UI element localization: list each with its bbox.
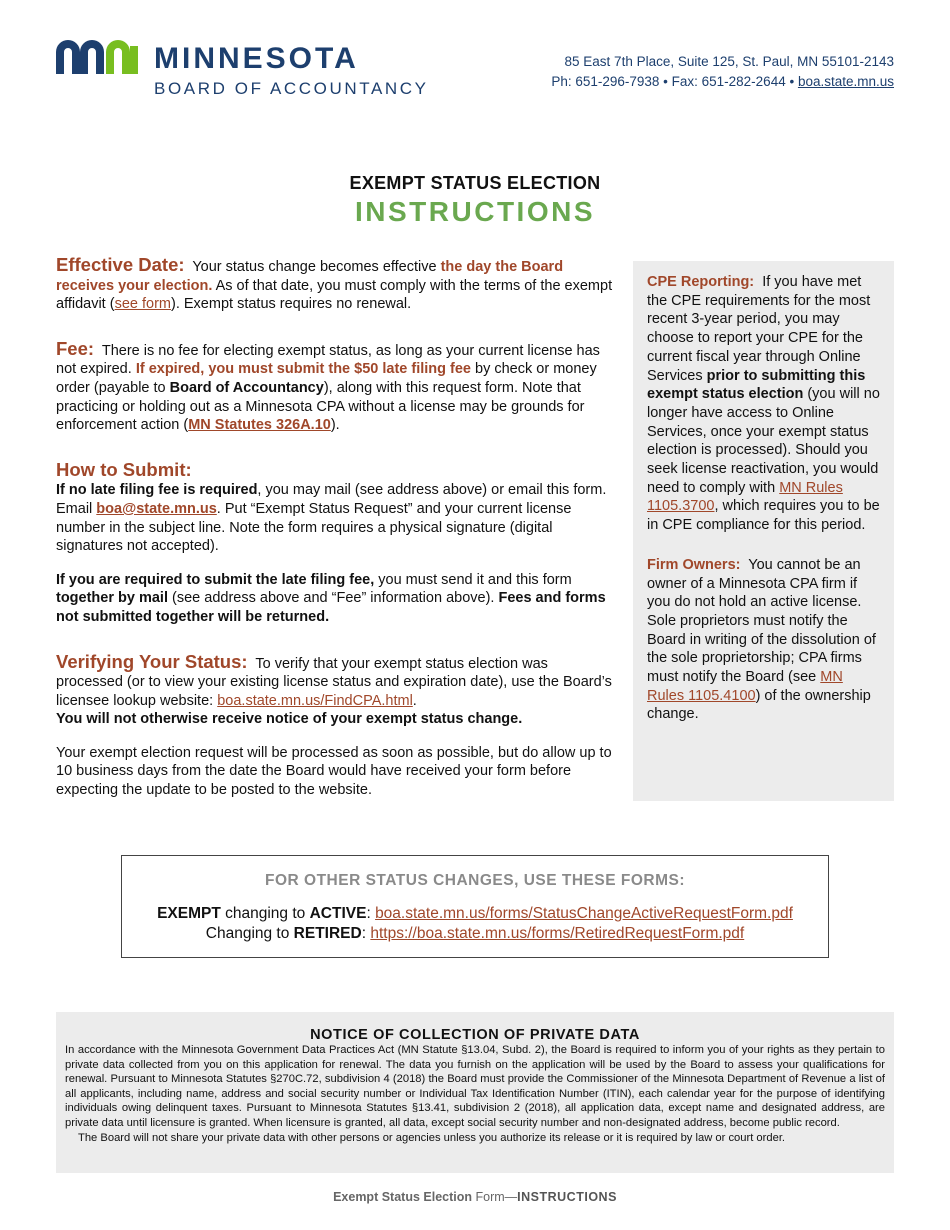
verify-text-2: . — [412, 692, 417, 709]
find-cpa-link[interactable]: boa.state.mn.us/FindCPA.html — [217, 692, 413, 709]
exempt-label: EXEMPT — [157, 905, 221, 922]
submit-bold-2: If you are required to submit the late filing fee, — [56, 571, 375, 588]
cpe-text-2: (you will no longer have access to Online Services, once your exempt status election is processed). Should you seek license reactivation, you would need to comply with — [647, 386, 880, 496]
verifying-status-section — [56, 650, 616, 729]
logo-subtitle: BOARD OF ACCOUNTANCY — [154, 79, 429, 98]
effective-bold: the day the Board receives your election. — [56, 259, 564, 294]
phone-fax-line — [551, 72, 894, 92]
retired-label: RETIRED — [293, 925, 362, 942]
minnesota-mn-logo-icon — [56, 38, 138, 74]
fee-text-4: ). — [330, 417, 340, 434]
effective-text-1: Your status change becomes effective — [192, 259, 441, 275]
other-forms-box — [121, 855, 829, 958]
mn-rules-3700-link[interactable]: MN Rules 1105.3700 — [647, 479, 843, 515]
fee-text-1: There is no fee for electing exempt status, as long as your current license has not expired. — [56, 342, 600, 378]
page-footer — [0, 1190, 950, 1204]
notice-body: In accordance with the Minnesota Government Data Practices Act (MN Statute §13.04, Subd. 2), the Board is required to inform you of your rights as they pertain to private data collected from you on this application for renewal. The data you furnish on the application will be used by the Board to assess your qualifications for renewal. Pursuant to Minnesota Statutes §270C.72, subdivision 4 (2018) the Board must provide the Commissioner of the Minnesota Department of Revenue a list of all applicants, including name, address and social security number or Individual Tax Identification Number (ITIN), each calendar year for the purpose of identifying individuals owing delinquent taxes. Pursuant to Minnesota Statutes §13.41, subdivision 2 (2018), all application data, except name and designated address, are private data until licensure is granted. When licensure is granted, all data, except social security number and non-designated address, become public record. — [65, 1044, 885, 1129]
firm-owners-section — [647, 556, 880, 724]
address: 85 East 7th Place, Suite 125, St. Paul, MN 55101-2143 — [564, 54, 894, 69]
footer-form-word: Form— — [472, 1190, 518, 1204]
contact-info — [551, 52, 894, 92]
processing-time-paragraph: Your exempt election request will be processed as soon as possible, but do allow up to 10 business days from the date the Board would have received your form before expecting the update to be posted to the website. — [56, 744, 612, 799]
retired-line-text-2: : — [361, 925, 371, 942]
logo-name: MINNESOTA — [154, 42, 359, 75]
retired-line-text-1: Changing to — [205, 925, 294, 942]
submit-text-2: . Put “Exempt Status Request” and your current license number in the subject line. Note the form requires a physical signature (digital signatures not accepted). — [56, 500, 572, 555]
private-data-notice — [56, 1012, 894, 1173]
submit-text-4: (see address above and “Fee” information above). — [168, 590, 499, 607]
fee-section — [56, 337, 616, 435]
fee-bold: If expired, you must submit the $50 late filing fee — [135, 361, 471, 378]
effective-date-section — [56, 256, 616, 314]
phone-fax: Ph: 651-296-7938 • Fax: 651-282-2644 • — [551, 74, 798, 89]
firm-owners-heading: Firm Owners: — [647, 556, 741, 573]
page-supertitle: EXEMPT STATUS ELECTION — [349, 173, 601, 193]
cpe-text-3: , which requires you to be in CPE compliance for this period. — [647, 498, 880, 534]
mn-statutes-link[interactable]: MN Statutes 326A.10 — [188, 417, 331, 434]
active-line-text-2: : — [366, 905, 376, 922]
how-to-submit-section — [56, 458, 616, 556]
active-form-link[interactable]: boa.state.mn.us/forms/StatusChangeActiveRequestForm.pdf — [375, 905, 793, 922]
fee-payee: Board of Accountancy — [169, 379, 324, 396]
active-label: ACTIVE — [309, 905, 367, 922]
mn-rules-4100-link[interactable]: MN Rules 1105.4100 — [647, 669, 843, 704]
retired-form-link[interactable]: https://boa.state.mn.us/forms/RetiredRequestForm.pdf — [370, 925, 745, 942]
board-logo — [56, 36, 456, 100]
cpe-reporting-section — [647, 273, 880, 535]
cpe-text-1: If you have met the CPE requirements for the most recent 3-year period, you may choose to report your CPE for the current fiscal year through Online Services — [647, 274, 871, 384]
cpe-bold: prior to submitting this exempt status election — [647, 367, 866, 403]
fee-heading: Fee: — [56, 337, 95, 359]
footer-form-name: Exempt Status Election — [333, 1190, 473, 1204]
submit-bold-3: together by mail — [56, 590, 168, 607]
verify-bold: You will not otherwise receive notice of your exempt status change. — [56, 711, 523, 728]
email-link[interactable]: boa@state.mn.us — [96, 500, 217, 517]
submit-text-3: you must send it and this form — [374, 571, 572, 588]
firm-text-2: ) of the ownership change. — [647, 687, 871, 723]
effective-text-2: As of that date, you must comply with the terms of the exempt affidavit ( — [56, 277, 613, 313]
other-forms-title: FOR OTHER STATUS CHANGES, USE THESE FORMS: — [265, 872, 685, 889]
late-fee-paragraph — [56, 571, 616, 627]
see-form-link[interactable]: see form — [114, 296, 171, 313]
active-form-line — [122, 904, 828, 924]
cpe-reporting-heading: CPE Reporting: — [647, 274, 755, 290]
fee-text-3: ), along with this request form. Note that practicing or holding out as a Minnesota CPA without a license may be grounds for enforcement action ( — [56, 379, 585, 434]
verifying-status-heading: Verifying Your Status: — [56, 650, 248, 672]
submit-bold-1: If no late filing fee is required — [56, 482, 258, 499]
submit-text-1: , you may mail (see address above) or email this form. Email — [56, 482, 607, 517]
footer-instructions: INSTRUCTIONS — [517, 1190, 617, 1204]
submit-bold-4: Fees and forms not submitted together will be returned. — [56, 590, 606, 625]
main-content — [56, 256, 616, 800]
notice-last-line: The Board will not share your private data with other persons or agencies unless you authorize its release or it is required by law or court order. — [78, 1131, 786, 1144]
notice-title: NOTICE OF COLLECTION OF PRIVATE DATA — [310, 1027, 640, 1043]
fee-text-2: by check or money order (payable to — [56, 361, 597, 396]
website-link[interactable]: boa.state.mn.us — [797, 74, 894, 89]
retired-form-line — [122, 924, 828, 944]
active-line-text-1: changing to — [220, 905, 310, 922]
sidebar-panel — [633, 261, 894, 801]
firm-text-1: You cannot be an owner of a Minnesota CPA firm if you do not hold an active license. Sole proprietors must notify the Board in writing of the dissolution of the sole proprietorship; CPA firms must notify the Board (see — [647, 556, 876, 686]
effective-text-3: ). Exempt status requires no renewal. — [171, 296, 412, 313]
effective-date-heading: Effective Date: — [56, 254, 185, 275]
verify-text-1: To verify that your exempt status election was processed (or to view your existing license status and expiration date), use the Board’s licensee lookup website: — [56, 655, 612, 709]
how-to-submit-heading: How to Submit: — [56, 458, 192, 480]
page-title: INSTRUCTIONS — [355, 196, 595, 227]
